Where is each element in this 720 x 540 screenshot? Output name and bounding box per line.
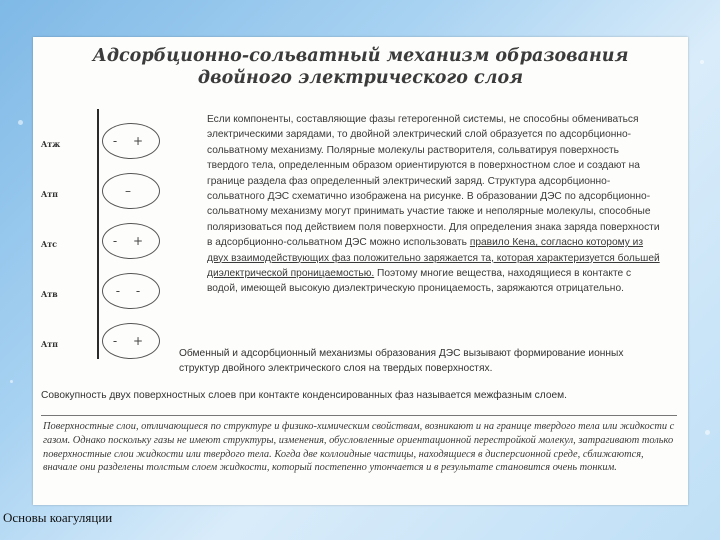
title-line-1: Адсорбционно-сольватный механизм образования <box>92 46 629 66</box>
paragraph-surface-layers: Поверхностные слои, отличающиеся по структуре и физико-химическим свойствам, возникают и на границе твердого тела или жидкости с газом. Однако поскольку газы не имеют структуры, изменения, обусловленные ориентационной перестройкой молекул, затрагивают только поверхностные слои жидкости или твердого тела. Когда две коллоидные частицы, находящиеся в дисперсионной среде, сближаются, вначале они разделены толстым слоем жидкости, который постепенно утончается и в результате становится очень тонким. <box>43 421 675 474</box>
paragraph-interphase-layer: Совокупность двух поверхностных слоев при контакте конденсированных фаз называется межфазным слоем. <box>41 390 567 401</box>
diagram-label-3: Aтс <box>41 239 58 249</box>
dipole-oval-1: - + <box>102 123 160 159</box>
ken-rule-text: правило Кена, согласно которому из двух взаимодействующих фаз положительно заряжается та, которая характеризуется большей диэлектрической проницаемостью. <box>207 237 660 280</box>
diagram-label-2: Aтп <box>41 189 59 199</box>
diagram-label-4: Aтв <box>41 289 58 299</box>
diagram-label-1: Aтж <box>41 139 61 149</box>
phase-boundary-line <box>97 109 99 359</box>
paragraph-1-tail: Поэтому многие вещества, находящиеся в контакте с водой, имеющей высокую диэлектрическую проницаемость, заряжаются отрицательно. <box>207 268 632 295</box>
dipole-oval-3: - + <box>102 223 160 259</box>
footer-caption: Основы коагуляции <box>3 510 113 525</box>
dipole-oval-2: – <box>102 173 160 209</box>
title-line-2: двойного электрического слоя <box>197 68 524 88</box>
paragraph-adsorption-mechanism <box>207 112 662 297</box>
eds-diagram <box>41 107 181 363</box>
paragraph-ion-structures: Обменный и адсорбционный механизмы образования ДЭС вызывают формирование ионных структур двойного электрического слоя на твердых поверхностях. <box>179 348 624 374</box>
slide-title <box>33 45 688 89</box>
divider-line <box>41 415 677 416</box>
slide-page <box>33 37 688 505</box>
dipole-oval-5: - + <box>102 323 160 359</box>
paragraph-1-text: Если компоненты, составляющие фазы гетерогенной системы, не способны обмениваться электрическими зарядами, то двойной электрический слой образуется по адсорбционно-сольватному механизму. Полярные молекулы растворителя, сольватируя поверхность твердого тела, определенным образом ориентируются в поверхностном слое и создают на границе раздела фаз определенный электрический заряд. Структура адсорбционно-сольватного ДЭС схематично изображена на рисунке. В образовании ДЭС по адсорбционно-сольватному механизму могут принимать участие также и неполярные молекулы, способные поляризоваться под действием поля поверхности. Для определения знака заряда поверхности в адсорбционно-сольватном ДЭС можно использовать <box>207 114 660 249</box>
diagram-label-5: Aтп <box>41 339 59 349</box>
dipole-oval-4: - - <box>102 273 160 309</box>
